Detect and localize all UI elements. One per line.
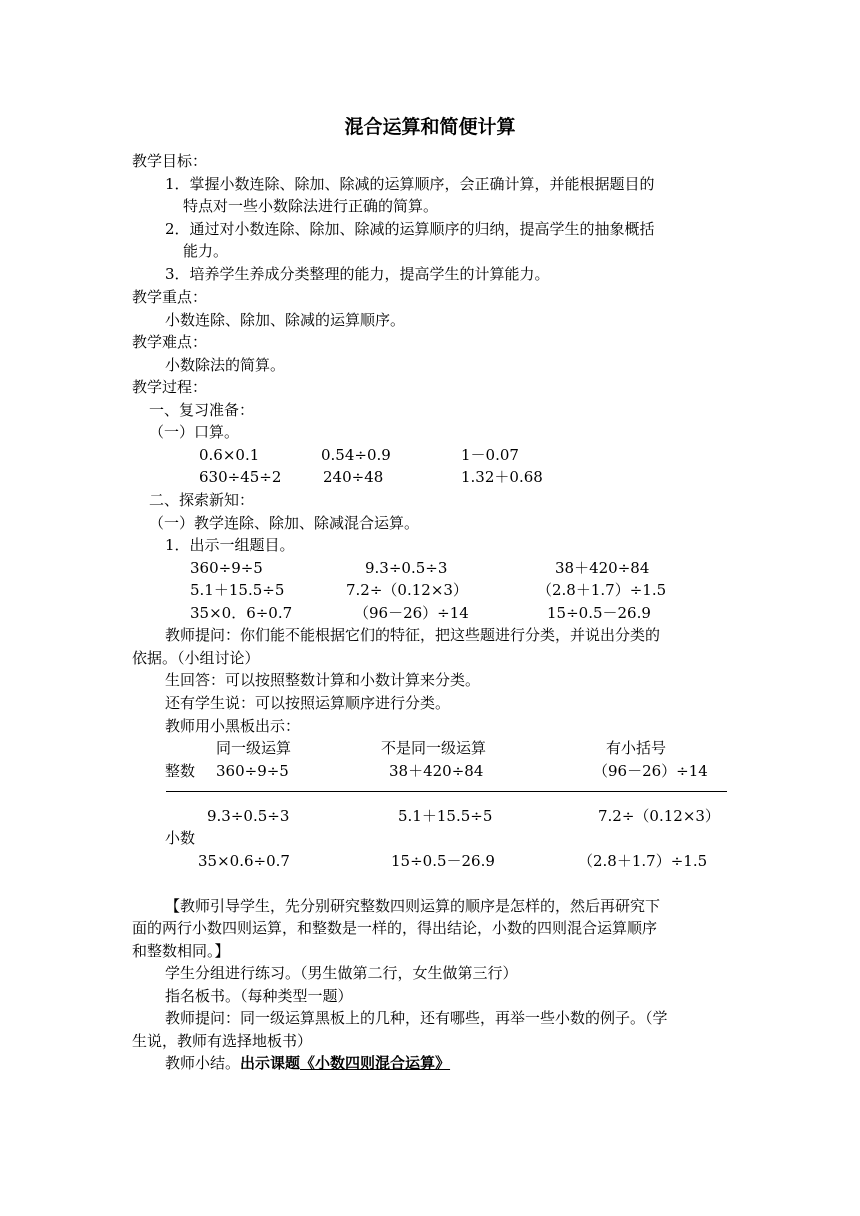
section-2a-1: 1．出示一组题目。	[165, 536, 295, 554]
oral-item: 1－0.07	[461, 446, 519, 464]
teacher-question-1: 教师提问：你们能不能根据它们的特征，把这些题进行分类，并说出分类的	[165, 626, 661, 644]
oral-item: 630÷45÷2	[199, 468, 282, 486]
problem-item: 35×0．6÷0.7	[190, 604, 293, 622]
problem-item: 9.3÷0.5÷3	[365, 559, 448, 577]
problem-item: 15÷0.5－26.9	[547, 604, 651, 622]
goals-heading: 教学目标：	[132, 152, 208, 170]
goal-2-cont: 能力。	[183, 242, 229, 260]
oral-item: 0.6×0.1	[199, 446, 260, 464]
table-cell: 5.1＋15.5÷5	[398, 807, 493, 825]
guide-line: 【教师引导学生，先分别研究整数四则运算的顺序是怎样的，然后再研究下	[165, 897, 661, 915]
process-heading: 教学过程：	[132, 378, 208, 396]
difficulty-text: 小数除法的简算。	[165, 356, 286, 374]
problem-item: （2.8＋1.7）÷1.5	[537, 581, 667, 599]
table-cell: 38＋420÷84	[389, 762, 484, 780]
oral-item: 1.32＋0.68	[461, 468, 543, 486]
goal-2: 2．通过对小数连除、除加、除减的运算顺序的归纳，提高学生的抽象概括	[165, 220, 655, 238]
key-point-heading: 教学重点：	[132, 288, 208, 306]
integer-label: 整数	[165, 762, 196, 780]
goal-1-cont: 特点对一些小数除法进行正确的简算。	[183, 197, 439, 215]
summary-line	[165, 1053, 450, 1073]
page-title: 混合运算和简便计算	[344, 116, 516, 138]
board-intro: 教师用小黑板出示：	[165, 717, 301, 735]
oral-item: 0.54÷0.9	[321, 446, 391, 464]
table-cell: （2.8＋1.7）÷1.5	[578, 852, 708, 870]
table-divider	[166, 791, 727, 792]
goal-3: 3．培养学生养成分类整理的能力，提高学生的计算能力。	[165, 265, 550, 283]
table-cell: 15÷0.5－26.9	[391, 852, 495, 870]
table-header: 同一级运算	[216, 739, 292, 757]
problem-item: 5.1＋15.5÷5	[190, 581, 285, 599]
section-1a: （一）口算。	[149, 423, 240, 441]
student-answer-2: 还有学生说：可以按照运算顺序进行分类。	[165, 694, 451, 712]
teacher-question-2: 教师提问：同一级运算黑板上的几种，还有哪些，再举一些小数的例子。（学	[165, 1009, 668, 1027]
table-cell: 360÷9÷5	[216, 762, 289, 780]
practice-text: 学生分组进行练习。（男生做第二行，女生做第三行）	[165, 964, 518, 982]
section-1: 一、复习准备：	[149, 401, 255, 419]
difficulty-heading: 教学难点：	[132, 333, 208, 351]
problem-item: 7.2÷（0.12×3）	[346, 581, 468, 599]
decimal-label: 小数	[165, 829, 196, 847]
summary-title: 《小数四则混合运算》	[300, 1054, 451, 1072]
board-write-text: 指名板书。（每种类型一题）	[165, 987, 353, 1005]
student-answer-1: 生回答：可以按照整数计算和小数计算来分类。	[165, 671, 481, 689]
problem-item: 360÷9÷5	[190, 559, 263, 577]
summary-prefix: 教师小结。	[165, 1054, 241, 1072]
key-point-text: 小数连除、除加、除减的运算顺序。	[165, 311, 406, 329]
guide-line: 和整数相同。】	[132, 942, 230, 960]
section-2a: （一）教学连除、除加、除减混合运算。	[149, 514, 420, 532]
table-header: 不是同一级运算	[381, 739, 487, 757]
problem-item: 38＋420÷84	[555, 559, 650, 577]
table-header: 有小括号	[606, 739, 667, 757]
problem-item: （96－26）÷14	[354, 604, 469, 622]
table-cell: 7.2÷（0.12×3）	[598, 807, 720, 825]
table-cell: （96－26）÷14	[593, 762, 708, 780]
teacher-question-1-cont: 依据。（小组讨论）	[132, 649, 260, 667]
section-2: 二、探索新知：	[149, 491, 255, 509]
guide-line: 面的两行小数四则运算，和整数是一样的，得出结论，小数的四则混合运算顺序	[132, 919, 658, 937]
summary-bold: 出示课题	[240, 1054, 301, 1072]
teacher-question-2-cont: 生说，教师有选择地板书）	[132, 1032, 313, 1050]
goal-1: 1．掌握小数连除、除加、除减的运算顺序，会正确计算，并能根据题目的	[165, 175, 655, 193]
table-cell: 35×0.6÷0.7	[198, 852, 290, 870]
table-cell: 9.3÷0.5÷3	[207, 807, 290, 825]
oral-item: 240÷48	[323, 468, 384, 486]
